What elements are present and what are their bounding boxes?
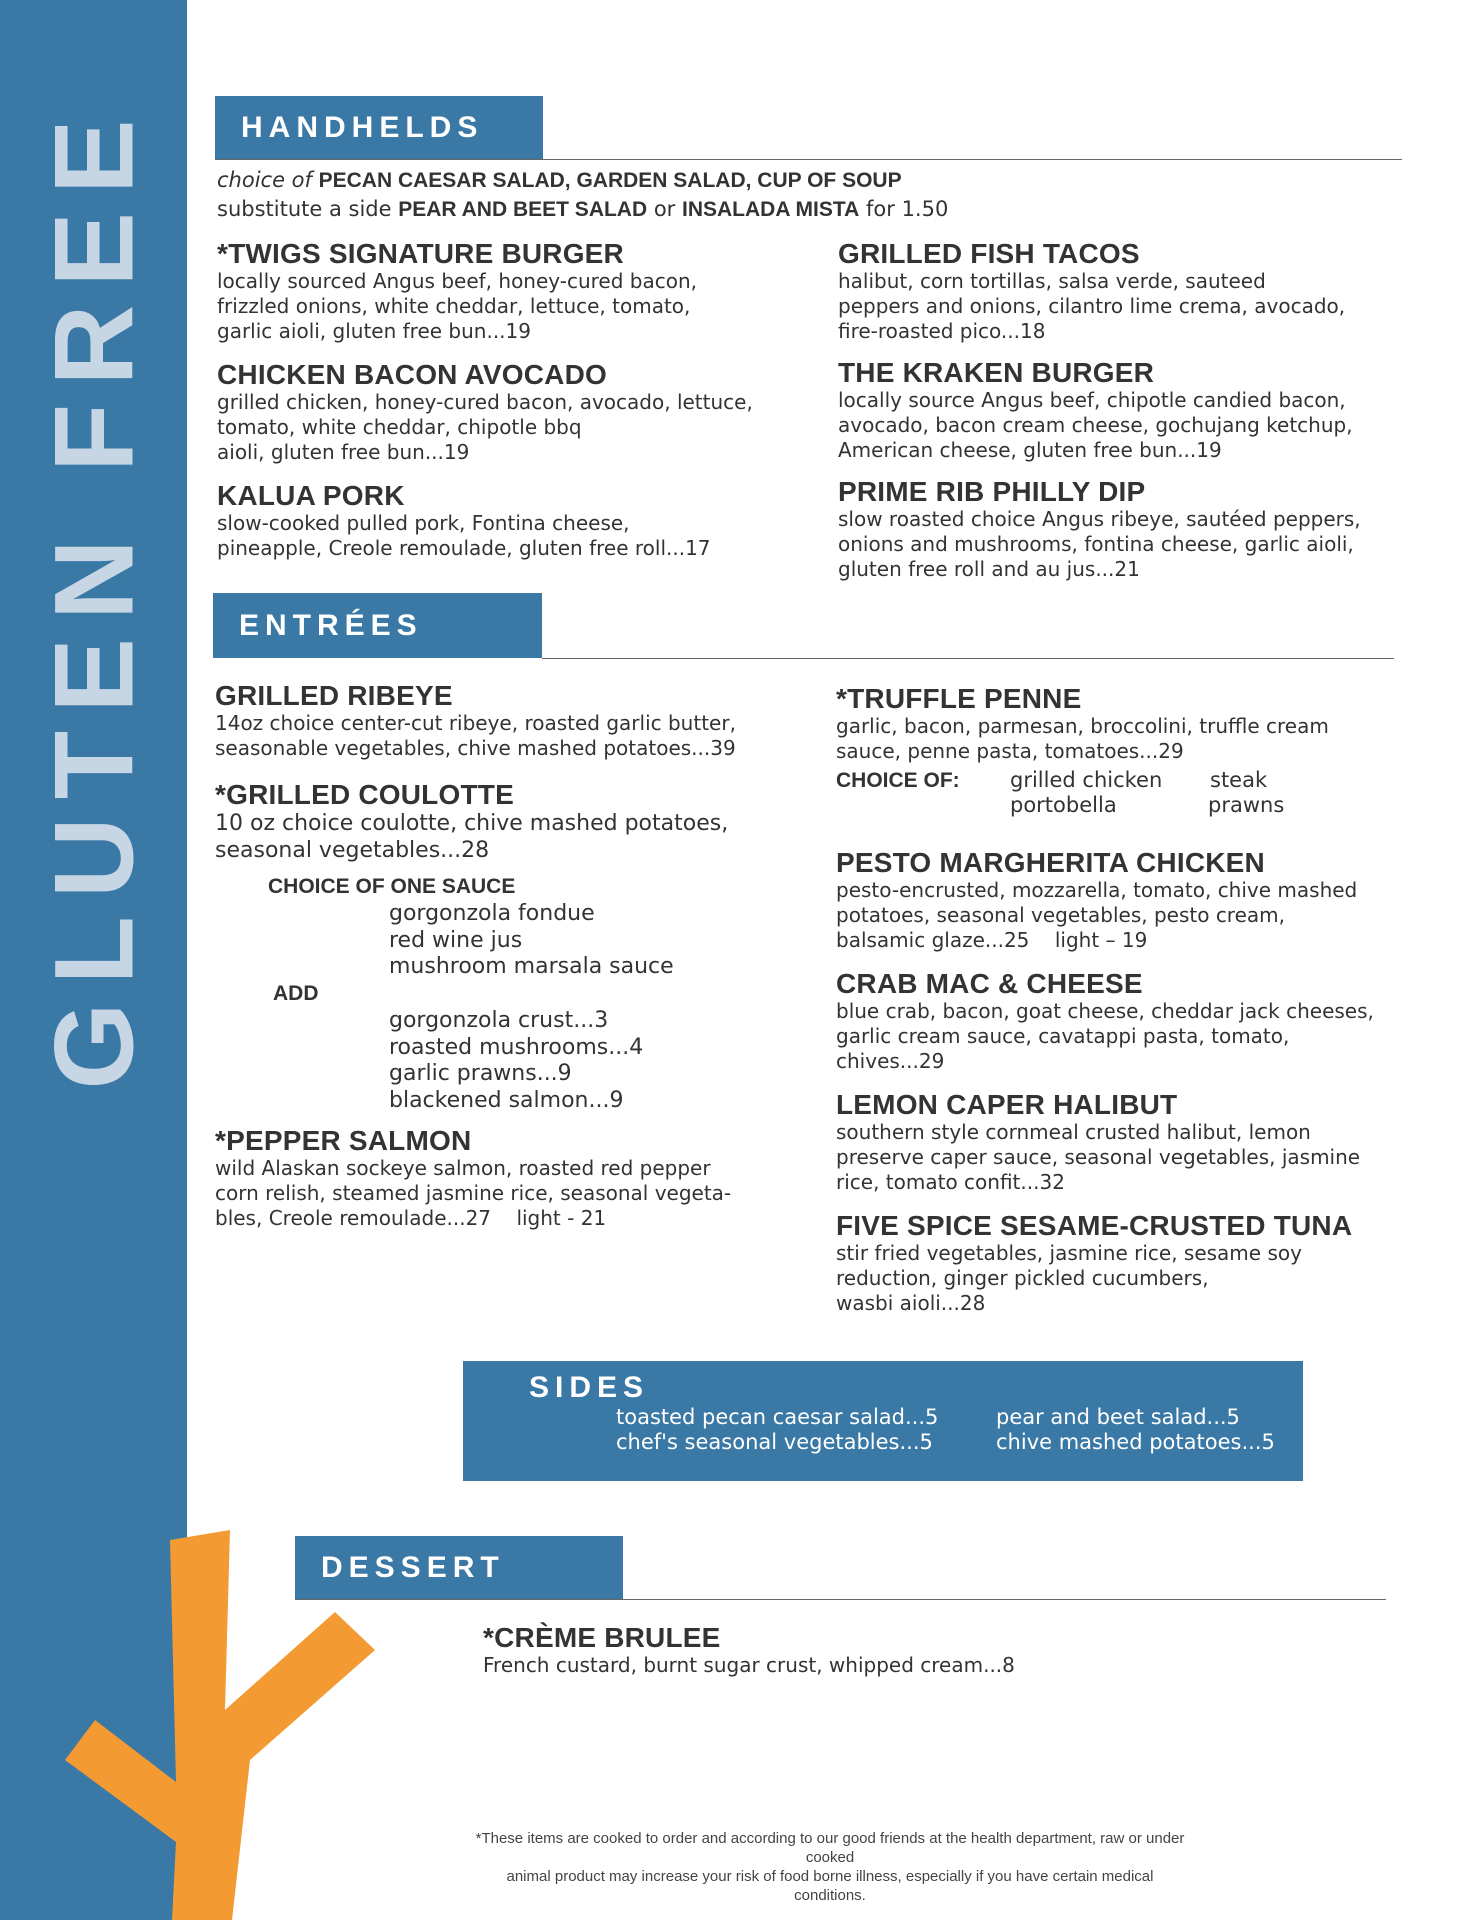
page-title-vertical (31, 100, 157, 1090)
menu-item: *GRILLED COULOTTE 10 oz choice coulotte, chive mashed potatoes, seasonal vegetables...28 (215, 779, 729, 863)
side-item: chive mashed potatoes...5 (996, 1430, 1275, 1454)
item-name: *TWIGS SIGNATURE BURGER (217, 238, 624, 269)
menu-item: *TWIGS SIGNATURE BURGER locally sourced Angus beef, honey-cured bacon, frizzled onions, white cheddar, lettuce, tomato, garlic aioli, gluten free bun...19 (217, 238, 698, 343)
item-name: KALUA PORK (217, 480, 405, 511)
item-name: *PEPPER SALMON (215, 1125, 472, 1156)
menu-item: CHICKEN BACON AVOCADO grilled chicken, honey-cured bacon, avocado, lettuce, tomato, white cheddar, chipotle bbq aioli, gluten free bun...19 (217, 359, 753, 464)
penne-choice: steak (1210, 768, 1268, 792)
menu-item: *TRUFFLE PENNE garlic, bacon, parmesan, broccolini, truffle cream sauce, penne pasta, tomatoes...29 (836, 683, 1329, 763)
item-name: CRAB MAC & CHEESE (836, 968, 1143, 999)
menu-item: LEMON CAPER HALIBUT southern style cornmeal crusted halibut, lemon preserve caper sauce, seasonal vegetables, jasmine rice, tomato confit...32 (836, 1089, 1361, 1194)
item-name: THE KRAKEN BURGER (838, 357, 1155, 388)
item-name: GRILLED FISH TACOS (838, 238, 1140, 269)
penne-choice: portobella (1010, 793, 1117, 817)
item-name: PRIME RIB PHILLY DIP (838, 476, 1146, 507)
sides-column-left (616, 1405, 938, 1455)
add-label: ADD (273, 982, 319, 1005)
sides-heading: SIDES (529, 1371, 650, 1404)
handhelds-choice-line: choice of PECAN CAESAR SALAD, GARDEN SALAD, CUP OF SOUP (217, 168, 902, 192)
item-name: CHICKEN BACON AVOCADO (217, 359, 607, 390)
add-option: blackened salmon...9 (389, 1088, 624, 1113)
menu-item: KALUA PORK slow-cooked pulled pork, Fontina cheese, pineapple, Creole remoulade, gluten free roll...17 (217, 480, 711, 560)
handhelds-rule (215, 159, 1402, 160)
item-name: FIVE SPICE SESAME-CRUSTED TUNA (836, 1210, 1353, 1241)
dessert-heading: DESSERT (295, 1536, 623, 1599)
item-name: *TRUFFLE PENNE (836, 683, 1082, 714)
item-name: GRILLED RIBEYE (215, 680, 453, 711)
entrees-rule (542, 658, 1394, 659)
side-item: pear and beet salad...5 (996, 1405, 1240, 1429)
menu-item: THE KRAKEN BURGER locally source Angus beef, chipotle candied bacon, avocado, bacon cream cheese, gochujang ketchup, American cheese, gluten free bun...19 (838, 357, 1353, 462)
sauce-option: mushroom marsala sauce (389, 954, 674, 979)
item-name: PESTO MARGHERITA CHICKEN (836, 847, 1265, 878)
add-option: gorgonzola crust...3 (389, 1008, 609, 1033)
entrees-heading: ENTRÉES (213, 593, 542, 658)
side-item: chef's seasonal vegetables...5 (616, 1430, 933, 1454)
penne-choice-label: CHOICE OF: (836, 769, 960, 792)
sides-column-right (996, 1405, 1275, 1455)
sauce-choice-label: CHOICE OF ONE SAUCE (268, 875, 516, 898)
menu-item: *PEPPER SALMON wild Alaskan sockeye salmon, roasted red pepper corn relish, steamed jasmine rice, seasonal vegeta- bles, Creole remoulade...27 light - 21 (215, 1125, 732, 1230)
menu-item: *CRÈME BRULEE French custard, burnt sugar crust, whipped cream...8 (483, 1622, 1015, 1677)
page-title: GLUTEN FREE (31, 100, 157, 1090)
handhelds-heading: HANDHELDS (215, 96, 543, 159)
dessert-rule (295, 1599, 1386, 1600)
penne-choice: grilled chicken (1010, 768, 1163, 792)
sauce-option: gorgonzola fondue (389, 901, 595, 926)
side-item: toasted pecan caesar salad...5 (616, 1405, 939, 1429)
penne-choice: prawns (1208, 793, 1285, 817)
menu-item: CRAB MAC & CHEESE blue crab, bacon, goat cheese, cheddar jack cheeses, garlic cream sauce, cavatappi pasta, tomato, chives...29 (836, 968, 1374, 1073)
menu-item: PRIME RIB PHILLY DIP slow roasted choice Angus ribeye, sautéed peppers, onions and mushrooms, fontina cheese, garlic aioli, gluten free roll and au jus...21 (838, 476, 1361, 581)
item-name: *CRÈME BRULEE (483, 1622, 721, 1653)
add-option: garlic prawns...9 (389, 1061, 572, 1086)
sides-panel (463, 1361, 1303, 1481)
sauce-option: red wine jus (389, 928, 523, 953)
menu-item: FIVE SPICE SESAME-CRUSTED TUNA stir fried vegetables, jasmine rice, sesame soy reduction, ginger pickled cucumbers, wasbi aioli...28 (836, 1210, 1353, 1315)
item-name: *GRILLED COULOTTE (215, 779, 514, 810)
menu-item: PESTO MARGHERITA CHICKEN pesto-encrusted, mozzarella, tomato, chive mashed potatoes, seasonal vegetables, pesto cream, balsamic glaze...25 light – 19 (836, 847, 1358, 952)
handhelds-substitute-line: substitute a side PEAR AND BEET SALAD or INSALADA MISTA for 1.50 (217, 197, 949, 221)
menu-item: GRILLED RIBEYE 14oz choice center-cut ribeye, roasted garlic butter, seasonable vegetables, chive mashed potatoes...39 (215, 680, 736, 760)
add-option: roasted mushrooms...4 (389, 1035, 644, 1060)
footnote: *These items are cooked to order and according to our good friends at the health department, raw or under cooked animal product may increase your risk of food borne illness, especially if you have certain medical conditions. (475, 1830, 1185, 1904)
item-name: LEMON CAPER HALIBUT (836, 1089, 1178, 1120)
menu-item: GRILLED FISH TACOS halibut, corn tortillas, salsa verde, sauteed peppers and onions, cilantro lime crema, avocado, fire-roasted pico...18 (838, 238, 1346, 343)
